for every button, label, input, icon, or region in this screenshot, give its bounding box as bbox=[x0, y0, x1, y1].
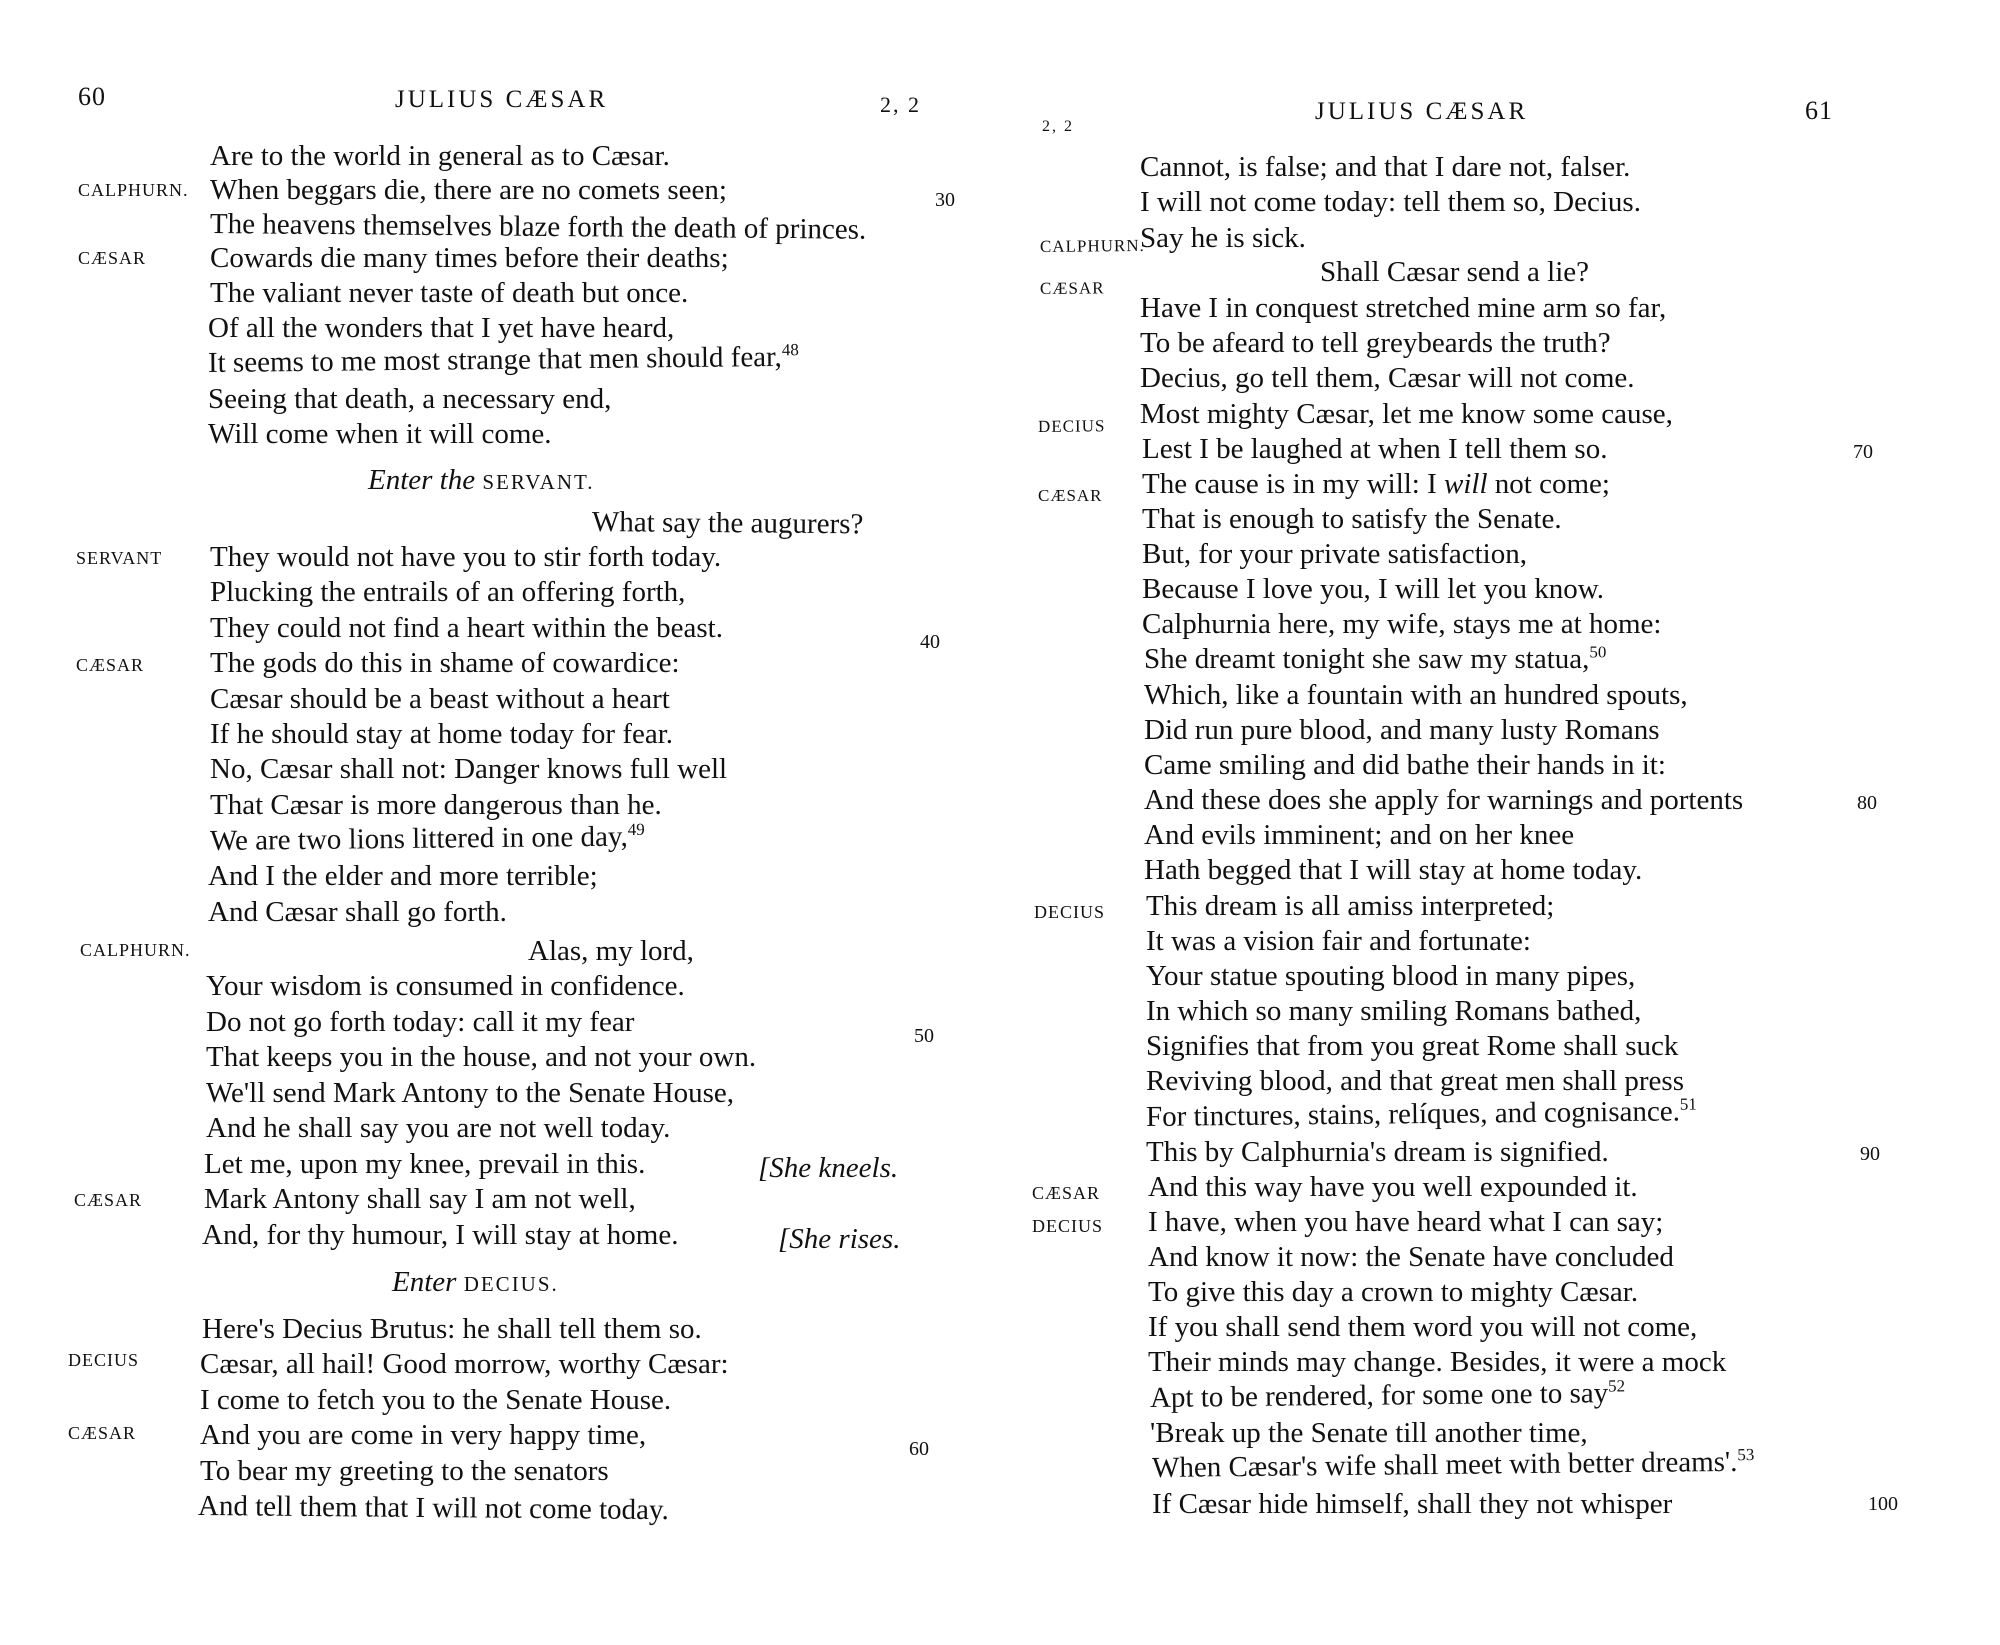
line-number: 100 bbox=[1868, 1493, 1898, 1515]
verse-line: Do not go forth today: call it my fear bbox=[206, 1006, 635, 1038]
verse-line bbox=[207, 340, 799, 379]
verse-line: Here's Decius Brutus: he shall tell them so. bbox=[202, 1313, 702, 1345]
verse-line: And you are come in very happy time, bbox=[200, 1419, 647, 1451]
line-number: 70 bbox=[1853, 441, 1873, 463]
verse-text: For tinctures, stains, relíques, and cognisance. bbox=[1145, 1095, 1681, 1133]
verse-line: And evils imminent; and on her knee bbox=[1144, 819, 1575, 851]
speaker-decius: DECIUS bbox=[1032, 1216, 1104, 1236]
verse-line: They would not have you to stir forth today. bbox=[210, 541, 722, 573]
verse-line: Reviving blood, and that great men shall press bbox=[1146, 1065, 1685, 1097]
verse-line: Because I love you, I will let you know. bbox=[1142, 573, 1605, 605]
verse-line: Which, like a fountain with an hundred spouts, bbox=[1144, 679, 1688, 711]
verse-line: Alas, my lord, bbox=[528, 935, 694, 967]
line-number: 30 bbox=[935, 189, 955, 211]
speaker-decius: DECIUS bbox=[1037, 416, 1106, 436]
verse-line: Plucking the entrails of an offering forth, bbox=[210, 576, 686, 608]
speaker-decius: DECIUS bbox=[68, 1350, 140, 1370]
verse-line: And he shall say you are not well today. bbox=[206, 1112, 671, 1144]
verse-line: Most mighty Cæsar, let me know some cause, bbox=[1140, 398, 1673, 430]
page-number: 60 bbox=[78, 82, 106, 111]
speaker-caesar: CÆSAR bbox=[68, 1423, 137, 1443]
verse-line: To give this day a crown to mighty Cæsar. bbox=[1148, 1276, 1639, 1308]
speaker-calphurnia: CALPHURN. bbox=[1039, 235, 1145, 256]
verse-line: Your statue spouting blood in many pipes, bbox=[1146, 960, 1636, 992]
stage-direction-text: Enter bbox=[392, 1266, 457, 1298]
stage-direction-enter-decius bbox=[392, 1268, 559, 1297]
verse-line: In which so many smiling Romans bathed, bbox=[1146, 995, 1642, 1027]
stage-direction-she-rises: [She rises. bbox=[778, 1223, 901, 1255]
verse-line bbox=[1149, 1376, 1626, 1414]
verse-line: And these does she apply for warnings and portents bbox=[1144, 784, 1744, 816]
verse-line: Mark Antony shall say I am not well, bbox=[204, 1183, 636, 1215]
verse-line: 'Break up the Senate till another time, bbox=[1150, 1417, 1588, 1449]
line-number: 60 bbox=[909, 1438, 929, 1460]
verse-line: Cannot, is false; and that I dare not, falser. bbox=[1140, 151, 1631, 183]
verse-line: The gods do this in shame of cowardice: bbox=[210, 647, 680, 679]
verse-line: What say the augurers? bbox=[591, 506, 864, 541]
verse-line: Came smiling and did bathe their hands in it: bbox=[1144, 749, 1666, 781]
stage-direction-character: SERVANT. bbox=[482, 470, 595, 494]
running-title: JULIUS CÆSAR bbox=[1315, 98, 1529, 125]
verse-line: To bear my greeting to the senators bbox=[200, 1455, 609, 1487]
verse-line: Shall Cæsar send a lie? bbox=[1320, 256, 1590, 288]
verse-line bbox=[1142, 470, 1610, 499]
verse-line: Will come when it will come. bbox=[208, 418, 552, 450]
verse-line: And tell them that I will not come today. bbox=[197, 1490, 670, 1527]
verse-text: not come; bbox=[1494, 468, 1610, 500]
verse-line: When beggars die, there are no comets seen; bbox=[210, 174, 727, 206]
footnote-marker: 49 bbox=[627, 819, 645, 839]
verse-line: Your wisdom is consumed in confidence. bbox=[206, 970, 685, 1002]
verse-line: But, for your private satisfaction, bbox=[1142, 538, 1527, 570]
verse-line: Their minds may change. Besides, it were a mock bbox=[1148, 1346, 1727, 1378]
verse-line: That keeps you in the house, and not your own. bbox=[206, 1041, 757, 1073]
verse-line: I will not come today: tell them so, Decius. bbox=[1140, 186, 1641, 218]
verse-line: Cæsar should be a beast without a heart bbox=[210, 683, 670, 715]
verse-line: Are to the world in general as to Cæsar. bbox=[210, 140, 670, 172]
verse-line: And this way have you well expounded it. bbox=[1148, 1171, 1638, 1203]
verse-line: Hath begged that I will stay at home today. bbox=[1144, 854, 1643, 886]
verse-line bbox=[1144, 642, 1607, 675]
verse-line: If Cæsar hide himself, shall they not whisper bbox=[1152, 1488, 1673, 1520]
line-number: 90 bbox=[1860, 1143, 1880, 1165]
speaker-caesar: CÆSAR bbox=[1032, 1183, 1101, 1203]
verse-line bbox=[209, 819, 645, 857]
footnote-marker: 48 bbox=[781, 340, 799, 360]
verse-line: They could not find a heart within the beast. bbox=[210, 612, 723, 644]
stage-direction-text: Enter the bbox=[368, 464, 476, 496]
verse-text: She dreamt tonight she saw my statua, bbox=[1144, 643, 1590, 675]
footnote-marker: 51 bbox=[1679, 1094, 1697, 1114]
verse-line: This dream is all amiss interpreted; bbox=[1146, 890, 1555, 922]
verse-line: Seeing that death, a necessary end, bbox=[208, 383, 612, 415]
verse-line: And Cæsar shall go forth. bbox=[208, 896, 507, 928]
speaker-calphurnia: CALPHURN. bbox=[78, 180, 189, 200]
right-page bbox=[1000, 0, 2000, 1645]
speaker-caesar: CÆSAR bbox=[1039, 278, 1105, 298]
verse-line: No, Cæsar shall not: Danger knows full well bbox=[210, 753, 728, 785]
verse-line: To be afeard to tell greybeards the truth? bbox=[1140, 327, 1611, 359]
act-scene-marker: 2, 2 bbox=[1042, 118, 1074, 135]
verse-line: And know it now: the Senate have concluded bbox=[1148, 1241, 1674, 1273]
speaker-caesar: CÆSAR bbox=[1038, 486, 1103, 505]
speaker-caesar: CÆSAR bbox=[74, 1190, 143, 1210]
verse-line: Did run pure blood, and many lusty Romans bbox=[1144, 714, 1660, 746]
verse-line: Cæsar, all hail! Good morrow, worthy Cæsar: bbox=[200, 1348, 729, 1380]
verse-line: Lest I be laughed at when I tell them so. bbox=[1142, 433, 1608, 465]
verse-line: Let me, upon my knee, prevail in this. bbox=[204, 1148, 646, 1180]
verse-line bbox=[1151, 1445, 1755, 1484]
footnote-marker: 52 bbox=[1608, 1376, 1626, 1396]
verse-line: Cowards die many times before their deaths; bbox=[210, 242, 729, 274]
verse-line: Say he is sick. bbox=[1140, 222, 1306, 254]
verse-line: If he should stay at home today for fear. bbox=[210, 718, 674, 750]
verse-line: Have I in conquest stretched mine arm so far, bbox=[1140, 292, 1667, 324]
verse-text: We are two lions littered in one day, bbox=[209, 820, 628, 857]
verse-line: It was a vision fair and fortunate: bbox=[1146, 925, 1531, 957]
verse-line: If you shall send them word you will not come, bbox=[1148, 1311, 1698, 1343]
verse-line: And I the elder and more terrible; bbox=[208, 860, 598, 892]
verse-line: I come to fetch you to the Senate House. bbox=[200, 1384, 672, 1416]
verse-line: We'll send Mark Antony to the Senate House, bbox=[206, 1077, 735, 1109]
running-title: JULIUS CÆSAR bbox=[395, 86, 609, 113]
speaker-servant: SERVANT bbox=[76, 548, 163, 568]
speaker-decius: DECIUS bbox=[1034, 902, 1106, 922]
act-scene-marker: 2, 2 bbox=[880, 92, 921, 117]
footnote-marker: 50 bbox=[1589, 642, 1607, 662]
verse-line: And, for thy humour, I will stay at home. bbox=[202, 1219, 679, 1251]
verse-line: The valiant never taste of death but once. bbox=[210, 277, 689, 309]
line-number: 50 bbox=[914, 1025, 934, 1047]
footnote-marker: 53 bbox=[1737, 1445, 1755, 1465]
verse-line: Of all the wonders that I yet have heard, bbox=[208, 312, 675, 344]
verse-text: It seems to me most strange that men should fear, bbox=[207, 340, 783, 379]
page-number: 61 bbox=[1805, 96, 1833, 125]
verse-text: The cause is in my will: I bbox=[1142, 468, 1437, 500]
stage-direction-character: DECIUS. bbox=[463, 1272, 559, 1296]
verse-line: Calphurnia here, my wife, stays me at home: bbox=[1142, 608, 1662, 640]
stage-direction-enter-servant bbox=[368, 466, 595, 495]
verse-line: Decius, go tell them, Cæsar will not come. bbox=[1140, 362, 1635, 394]
verse-line: I have, when you have heard what I can say; bbox=[1148, 1206, 1664, 1238]
verse-line: Signifies that from you great Rome shall suck bbox=[1146, 1030, 1679, 1062]
speaker-caesar: CÆSAR bbox=[76, 655, 145, 675]
verse-text: Apt to be rendered, for some one to say bbox=[1149, 1377, 1609, 1414]
stage-direction-she-kneels: [She kneels. bbox=[758, 1152, 899, 1184]
verse-emphasis: will bbox=[1444, 468, 1488, 500]
verse-text: When Cæsar's wife shall meet with better dreams'. bbox=[1151, 1445, 1738, 1484]
verse-line: This by Calphurnia's dream is signified. bbox=[1146, 1136, 1609, 1168]
line-number: 80 bbox=[1857, 792, 1877, 814]
verse-line: The heavens themselves blaze forth the death of princes. bbox=[209, 208, 867, 246]
speaker-calphurnia: CALPHURN. bbox=[80, 940, 191, 960]
speaker-caesar: CÆSAR bbox=[78, 248, 147, 268]
verse-line: That Cæsar is more dangerous than he. bbox=[210, 789, 662, 821]
line-number: 40 bbox=[920, 631, 940, 653]
verse-line bbox=[1145, 1094, 1697, 1133]
verse-line: That is enough to satisfy the Senate. bbox=[1142, 503, 1562, 535]
